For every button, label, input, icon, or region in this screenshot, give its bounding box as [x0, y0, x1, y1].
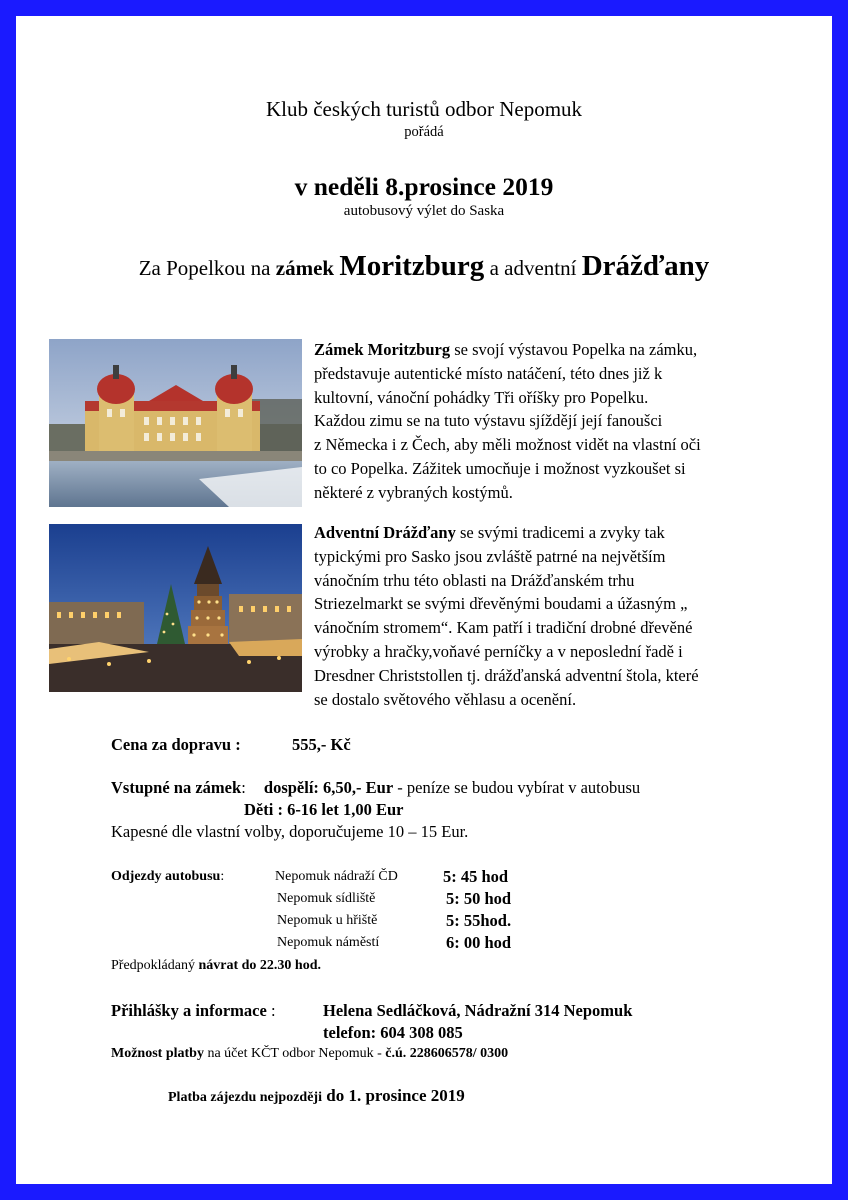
trip-subtitle: autobusový výlet do Saska	[343, 203, 505, 219]
departure-place: Nepomuk nádraží ČD	[275, 869, 398, 884]
pocket-money: Kapesné dle vlastní volby, doporučujeme 10 – 15 Eur.	[111, 822, 469, 841]
departure-place: Nepomuk náměstí	[277, 935, 380, 950]
departure-place: Nepomuk sídliště	[277, 891, 376, 906]
contact-phone: telefon: 604 308 085	[323, 1023, 463, 1042]
club-name: Klub českých turistů odbor Nepomuk	[265, 97, 583, 121]
kids-price: Děti : 6-16 let 1,00 Eur	[244, 800, 404, 819]
transport-price-value: 555,- Kč	[292, 735, 351, 754]
departure-time: 5: 50 hod	[446, 889, 512, 908]
departure-place: Nepomuk u hřiště	[277, 913, 378, 928]
organizes-text: pořádá	[404, 124, 444, 140]
moritzburg-paragraph: Zámek Moritzburg se svojí výstavou Popelka na zámku, představuje autentické místo natáčení, této dnes již k kultovní, vánoční pohádky Tři oříšky pro Popelku. Každou zimu se na tuto výstavu sjíždějí její fanoušci z Německa i z Čech, aby měli možnost vidět na vlastní oči to co Popelka. Zážitek umocňuje i možnost vyzkoušet si některé z vybraných kostýmů.	[314, 340, 701, 502]
departures-label: Odjezdy autobusu:	[111, 869, 225, 884]
departure-time: 5: 45 hod	[443, 867, 509, 886]
flyer-page	[16, 16, 832, 1184]
departure-time: 6: 00 hod	[446, 933, 512, 952]
dresden-paragraph: Adventní Drážďany se svými tradicemi a zvyky tak typickými pro Sasko jsou zvláště patrné na největším vánočním trhu této oblasti na Drážďanském trhu Striezelmarkt se svými dřevěnými boudami a úžasným „ vánočním stromem“. Kam patří i tradiční drobné dřevěné výrobky a hračky,voňavé perníčky a v neposlední řadě i Dresdner Christstollen tj. drážďanská adventní štola, které se dostalo světového věhlasu a ocenění.	[314, 523, 699, 709]
dresden-market-photo	[49, 524, 302, 692]
event-date: v neděli 8.prosince 2019	[294, 172, 554, 201]
event-title: Za Popelkou na zámek Moritzburg a adventní Drážďany	[138, 250, 710, 282]
return-time: Předpokládaný návrat do 22.30 hod.	[111, 958, 322, 973]
contact-label: Přihlášky a informace :	[111, 1001, 276, 1020]
payment-info: Možnost platby na účet KČT odbor Nepomuk - č.ú. 228606578/ 0300	[111, 1046, 509, 1061]
moritzburg-castle-photo	[49, 339, 302, 507]
transport-price-label: Cena za dopravu :	[111, 735, 241, 754]
entry-line: Vstupné na zámek: dospělí: 6,50,- Eur - peníze se budou vybírat v autobusu	[111, 778, 641, 797]
payment-deadline: Platba zájezdu nejpozději do 1. prosince 2019	[168, 1086, 465, 1105]
departure-time: 5: 55hod.	[446, 911, 512, 930]
contact-name: Helena Sedláčková, Nádražní 314 Nepomuk	[323, 1001, 633, 1020]
